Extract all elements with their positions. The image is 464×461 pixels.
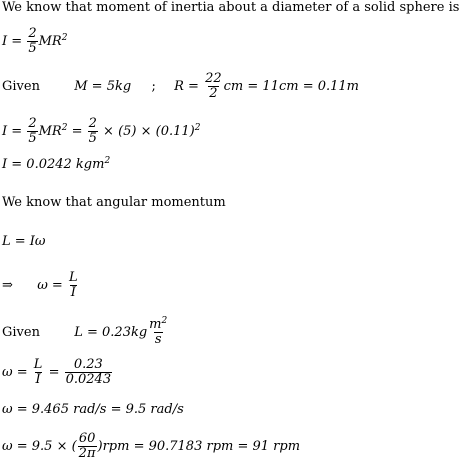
given-label: Given: [2, 325, 40, 340]
formula-rhs: MR: [38, 34, 62, 49]
implies-arrow: ⇒: [2, 278, 13, 293]
radius-lhs: R =: [174, 79, 199, 94]
fraction: [78, 432, 97, 461]
fraction-numerator: 2: [28, 26, 37, 41]
intro-angular-momentum: We know that angular momentum: [2, 195, 226, 210]
inertia-formula: [2, 27, 67, 56]
fraction: [33, 358, 44, 387]
exponent: 2: [194, 123, 201, 133]
calc-lhs: I =: [2, 124, 23, 139]
fraction-numerator: m: [149, 317, 162, 332]
omega-formula: [2, 271, 80, 300]
fraction-numerator: 2: [88, 116, 97, 131]
fraction: [27, 117, 37, 146]
fraction-numerator: 60: [78, 431, 96, 446]
equals-sign: =: [48, 365, 60, 380]
given-label: Given: [2, 79, 40, 94]
exponent: 2: [61, 123, 68, 133]
formula-lhs: I =: [2, 34, 23, 49]
omega-result: ω = 9.465 rad/s = 9.5 rad/s: [2, 402, 184, 417]
fraction-numerator: 0.23: [73, 357, 103, 372]
angular-momentum-value: L = 0.23kg: [74, 325, 148, 340]
fraction-denominator: 5: [28, 131, 37, 146]
fraction-denominator: I: [35, 372, 41, 387]
rpm-rhs: )rpm = 90.7183 rpm = 91 rpm: [97, 439, 301, 454]
fraction: [88, 117, 98, 146]
fraction-denominator: s: [154, 332, 162, 347]
fraction: [68, 271, 79, 300]
omega-lhs: ω =: [37, 278, 63, 293]
rpm-result: [2, 432, 300, 461]
unit-fraction: [148, 318, 168, 347]
calc-lhs: ω =: [2, 365, 28, 380]
rpm-lhs: ω = 9.5 × (: [2, 439, 77, 454]
fraction: [65, 358, 113, 387]
fraction-numerator: 22: [205, 71, 222, 86]
fraction-numerator: L: [33, 357, 43, 372]
inertia-calculation: [2, 117, 200, 146]
intro-text: We know that moment of inertia about a diameter of a solid sphere is: [2, 0, 460, 15]
fraction: [27, 27, 37, 56]
given-mass-radius: [2, 72, 359, 101]
fraction-numerator: L: [68, 270, 78, 285]
fraction-denominator: I: [70, 285, 76, 300]
radius-fraction: [204, 72, 223, 101]
equals-sign: =: [71, 124, 83, 139]
fraction-denominator: 2: [209, 86, 218, 101]
angular-momentum-formula: L = Iω: [2, 234, 46, 249]
calc-rest: × (5) × (0.11): [103, 124, 195, 139]
exponent: 2: [61, 33, 68, 43]
result-text: I = 0.0242 kgm: [2, 157, 105, 172]
fraction-denominator: 5: [88, 131, 97, 146]
fraction-denominator: 2π: [78, 446, 96, 461]
given-angular-momentum: [2, 318, 169, 347]
exponent: 2: [104, 156, 111, 166]
fraction-denominator: 5: [28, 41, 37, 56]
calc-mr: MR: [38, 124, 62, 139]
fraction-denominator: 0.0243: [65, 372, 112, 387]
fraction-numerator: 2: [28, 116, 37, 131]
omega-calculation: [2, 358, 113, 387]
separator: ;: [151, 79, 156, 94]
exponent: 2: [161, 316, 168, 326]
radius-rhs: cm = 11cm = 0.11m: [223, 79, 360, 94]
mass-value: M = 5kg: [74, 79, 132, 94]
inertia-result: [2, 157, 110, 173]
